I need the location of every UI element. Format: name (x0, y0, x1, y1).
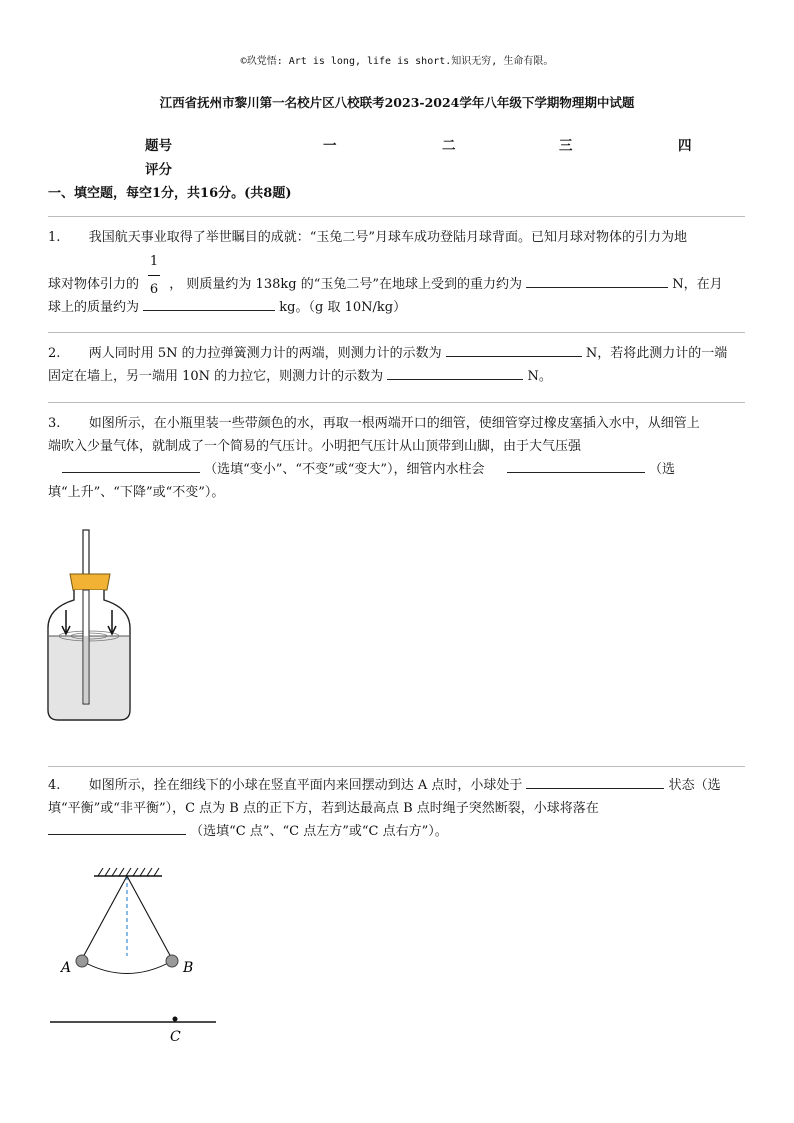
answer-blank[interactable] (143, 296, 275, 311)
point-label-c: C (170, 1029, 181, 1045)
question-text: 填“上升”、“下降”或“不变”）。 (48, 485, 225, 500)
question-3 (48, 412, 745, 507)
question-text: N。 (527, 369, 552, 384)
divider (48, 216, 745, 217)
question-text: 球上的质量约为 (48, 300, 140, 315)
fraction-one-sixth: 1 6 (149, 254, 159, 297)
question-1 (48, 226, 745, 326)
answer-blank[interactable] (507, 458, 645, 473)
question-text: N，若将此测力计的一端 (585, 346, 728, 361)
question-text: （选填“变小”、“不变”或“变大”），细管内水柱会 (204, 462, 485, 477)
divider (48, 766, 745, 767)
question-number: 1. (48, 230, 61, 245)
score-column-header: 四 (678, 138, 692, 154)
exam-title: 江西省抚州市黎川第一名校片区八校联考2023-2024学年八年级下学期物理期中试题 (159, 95, 635, 110)
question-number: 2. (48, 346, 61, 361)
question-text: N，在月 (672, 277, 723, 292)
question-text: 如图所示，拴在细线下的小球在竖直平面内来回摆动到达 A 点时，小球处于 (88, 778, 523, 793)
question-text: 两人同时用 5N 的力拉弹簧测力计的两端，则测力计的示数为 (88, 346, 442, 361)
score-column-header: 二 (442, 138, 456, 154)
question-4 (48, 774, 745, 844)
divider (48, 332, 745, 333)
question-text: kg。（g 取 10N/kg） (279, 300, 407, 315)
point-label-b: B (183, 960, 194, 976)
question-text: （选填“C 点”、“C 点左方”或“C 点右方”）。 (190, 824, 448, 839)
score-row-label: 评分 (145, 162, 172, 178)
question-text: （选 (648, 462, 675, 477)
answer-blank[interactable] (526, 774, 664, 789)
score-column-header: 一 (323, 138, 337, 154)
answer-blank[interactable] (526, 273, 668, 288)
answer-blank[interactable] (62, 458, 200, 473)
score-row-label: 题号 (145, 138, 172, 154)
divider (48, 402, 745, 403)
question-2 (48, 342, 745, 392)
question-text: 端吹入少量气体，就制成了一个简易的气压计。小明把气压计从山顶带到山脚，由于大气压强 (48, 439, 582, 454)
pendulum-figure (46, 864, 221, 1048)
question-text: 填“平衡”或“非平衡”），C 点为 B 点的正下方，若到达最高点 B 点时绳子突然断裂，小球将落在 (48, 801, 599, 816)
point-label-a: A (61, 960, 72, 976)
question-text: 状态（选 (668, 778, 721, 793)
question-text: 我国航天事业取得了举世瞩目的成就：“玉兔二号”月球车成功登陆月球背面。已知月球对物体的引力为地 (88, 230, 687, 245)
question-text: 球对物体引力的 (48, 277, 140, 292)
barometer-figure (44, 528, 134, 724)
question-text: 如图所示，在小瓶里装一些带颜色的水，再取一根两端开口的细管，使细管穿过橡皮塞插入水中，从细管上 (88, 416, 700, 431)
header-motto: ©玖党悟: Art is long, life is short.知识无穷, 生命有限。 (240, 56, 554, 67)
answer-blank[interactable] (48, 820, 186, 835)
question-text: 固定在墙上，另一端用 10N 的力拉它，则测力计的示数为 (48, 369, 384, 384)
answer-blank[interactable] (446, 342, 582, 357)
question-text: ， 则质量约为 138kg 的“玉兔二号”在地球上受到的重力约为 (169, 277, 522, 292)
question-number: 4. (48, 778, 61, 793)
section-heading: 一、填空题，每空1分，共16分。(共8题) (48, 186, 292, 201)
question-number: 3. (48, 416, 61, 431)
score-column-header: 三 (559, 138, 573, 154)
answer-blank[interactable] (387, 365, 523, 380)
